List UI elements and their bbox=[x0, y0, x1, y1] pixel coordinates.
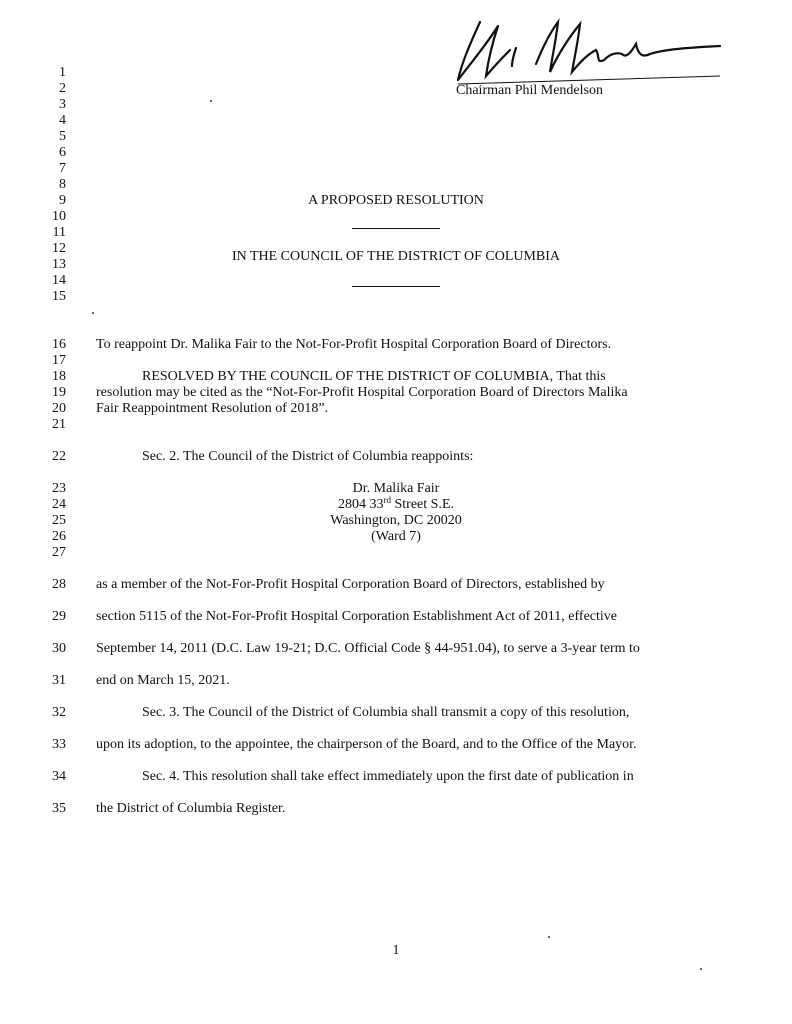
resolved-line-1: RESOLVED BY THE COUNCIL OF THE DISTRICT OF COLUMBIA, That this bbox=[142, 369, 606, 384]
line-number: 35 bbox=[52, 801, 66, 816]
appointee-street: 2804 33rd Street S.E. bbox=[338, 495, 454, 512]
section-2: Sec. 2. The Council of the District of Columbia reappoints: bbox=[142, 449, 474, 464]
line-number: 23 bbox=[52, 481, 66, 496]
line-number: 25 bbox=[52, 513, 66, 528]
line-number: 1 bbox=[59, 65, 66, 80]
resolution-title: A PROPOSED RESOLUTION bbox=[308, 193, 484, 208]
line-number: 6 bbox=[59, 145, 66, 160]
council-heading: IN THE COUNCIL OF THE DISTRICT OF COLUMBIA bbox=[231, 249, 561, 264]
line-number: 2 bbox=[59, 81, 66, 96]
line-number: 17 bbox=[52, 353, 66, 368]
line-number: 15 bbox=[52, 289, 66, 304]
line-number: 19 bbox=[52, 385, 66, 400]
section-3-line-2: upon its adoption, to the appointee, the chairperson of the Board, and to the Office of the Mayor. bbox=[96, 737, 637, 752]
line-number: 10 bbox=[52, 209, 66, 224]
line-number: 29 bbox=[52, 609, 66, 624]
line-number: 22 bbox=[52, 449, 66, 464]
body-line-30: September 14, 2011 (D.C. Law 19-21; D.C. Official Code § 44-951.04), to serve a 3-year term to bbox=[96, 641, 640, 656]
line-number: 14 bbox=[52, 273, 66, 288]
title-divider bbox=[352, 228, 440, 229]
line-number: 26 bbox=[52, 529, 66, 544]
line-number: 7 bbox=[59, 161, 66, 176]
line-number: 32 bbox=[52, 705, 66, 720]
line-number: 8 bbox=[59, 177, 66, 192]
line-number: 28 bbox=[52, 577, 66, 592]
line-number: 3 bbox=[59, 97, 66, 112]
line-number: 4 bbox=[59, 113, 66, 128]
appointee-name: Dr. Malika Fair bbox=[352, 481, 440, 496]
line-number: 18 bbox=[52, 369, 66, 384]
scan-speck bbox=[700, 968, 702, 970]
line-number: 31 bbox=[52, 673, 66, 688]
line-number: 24 bbox=[52, 497, 66, 512]
body-line-31: end on March 15, 2021. bbox=[96, 673, 230, 688]
body-line-28: as a member of the Not-For-Profit Hospital Corporation Board of Directors, established by bbox=[96, 577, 605, 592]
purpose-statement: To reappoint Dr. Malika Fair to the Not-For-Profit Hospital Corporation Board of Directors. bbox=[96, 337, 612, 352]
line-number: 5 bbox=[59, 129, 66, 144]
appointee-city: Washington, DC 20020 bbox=[330, 513, 462, 528]
signature-caption: Chairman Phil Mendelson bbox=[456, 83, 603, 98]
line-number: 33 bbox=[52, 737, 66, 752]
resolved-line-3: Fair Reappointment Resolution of 2018”. bbox=[96, 401, 329, 416]
scan-speck bbox=[548, 936, 550, 938]
line-number: 34 bbox=[52, 769, 66, 784]
line-number: 16 bbox=[52, 337, 66, 352]
section-3-line-1: Sec. 3. The Council of the District of Columbia shall transmit a copy of this resolution, bbox=[142, 705, 630, 720]
line-number: 21 bbox=[52, 417, 66, 432]
section-4-line-1: Sec. 4. This resolution shall take effect immediately upon the first date of publication in bbox=[142, 769, 634, 784]
line-number: 30 bbox=[52, 641, 66, 656]
chairman-signature bbox=[440, 14, 730, 94]
section-4-line-2: the District of Columbia Register. bbox=[96, 801, 286, 816]
resolved-line-2: resolution may be cited as the “Not-For-Profit Hospital Corporation Board of Directors Malika bbox=[96, 385, 628, 400]
line-number: 27 bbox=[52, 545, 66, 560]
heading-divider bbox=[352, 286, 440, 287]
line-number: 11 bbox=[52, 225, 66, 240]
line-number: 9 bbox=[59, 193, 66, 208]
line-number: 20 bbox=[52, 401, 66, 416]
line-number: 13 bbox=[52, 257, 66, 272]
page-number: 1 bbox=[392, 943, 400, 958]
line-number: 12 bbox=[52, 241, 66, 256]
appointee-ward: (Ward 7) bbox=[371, 529, 421, 544]
body-line-29: section 5115 of the Not-For-Profit Hospital Corporation Establishment Act of 2011, effective bbox=[96, 609, 617, 624]
scan-speck bbox=[92, 312, 94, 314]
scan-speck bbox=[210, 100, 212, 102]
